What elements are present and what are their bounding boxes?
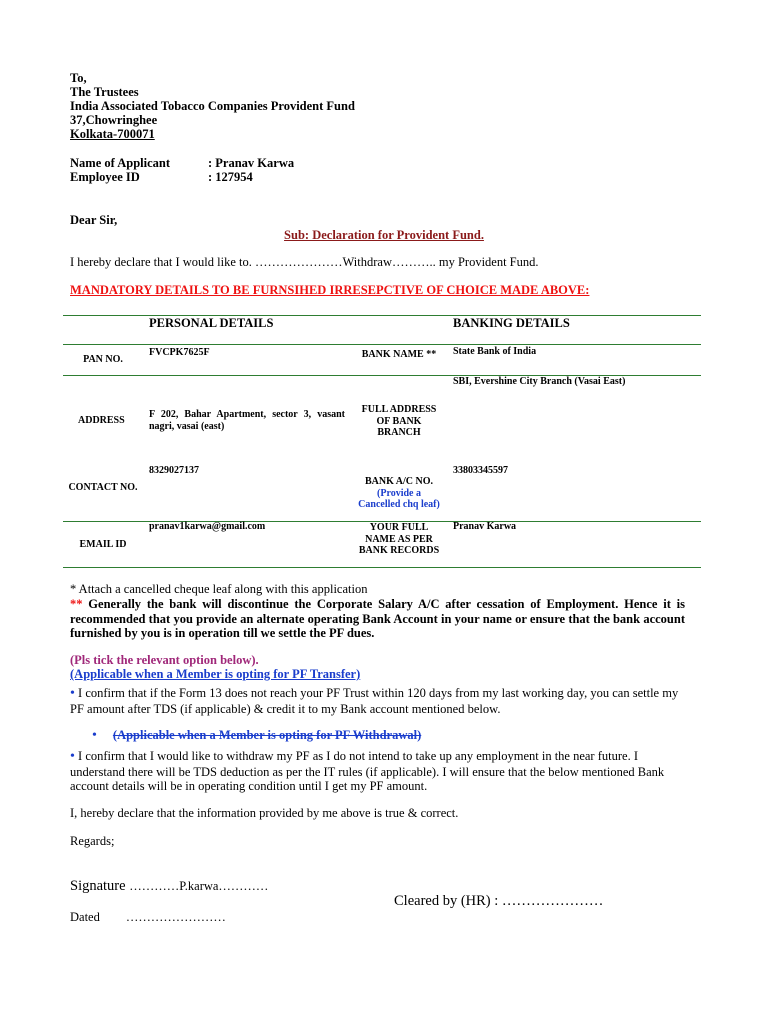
transfer-text: I confirm that if the Form 13 does not reach your PF Trust within 120 days from my last working day, you can settle my PF amount after TDS (if applicable) & credit it to my Bank account mentioned below.	[70, 686, 679, 716]
signature-row	[70, 877, 268, 895]
dated-row	[70, 910, 226, 925]
contact-label: CONTACT NO.	[68, 482, 138, 493]
attach-note: * Attach a cancelled cheque leaf along with this application	[70, 582, 368, 596]
applicant-name-value: : Pranav Karwa	[208, 156, 295, 170]
table-rule-header	[63, 344, 701, 345]
cleared-by-hr: Cleared by (HR) : …………………	[394, 893, 604, 909]
bank-account-note: (Provide a Cancelled chq leaf)	[358, 487, 440, 510]
bank-branch-value: SBI, Evershine City Branch (Vasai East)	[453, 376, 626, 387]
employee-id-value: : 127954	[208, 170, 253, 184]
applicant-info	[70, 156, 294, 184]
email-value: pranav1karwa@gmail.com	[149, 521, 266, 532]
personal-details-header: PERSONAL DETAILS	[149, 316, 274, 330]
bank-discontinue-text: Generally the bank will discontinue the Corporate Salary A/C after cessation of Employment. Hence it is recommended that you provide an alternate operating Bank Account in your name or ensure that the bank account furnished by you is in operation till we settle the PF dues.	[70, 597, 685, 640]
employee-id-label: Employee ID	[70, 170, 140, 184]
withdrawal-heading-row	[92, 728, 421, 744]
tick-instruction: (Pls tick the relevant option below).	[70, 653, 259, 667]
dated-value: ……………………	[125, 910, 226, 924]
table-rule-bottom	[63, 567, 701, 568]
contact-value: 8329027137	[149, 465, 199, 476]
address-street: 37,Chowringhee	[70, 113, 158, 127]
dated-label: Dated	[70, 910, 100, 924]
truth-declaration: I, hereby declare that the information provided by me above is true & correct.	[70, 806, 459, 820]
applicant-name-label: Name of Applicant	[70, 156, 170, 170]
transfer-option	[70, 686, 685, 716]
withdrawal-text: I confirm that I would like to withdraw my PF as I do not intend to take up any employment in the near future. I understand there will be TDS deduction as per the IT rules (if applicable). I will ensure that the below mentioned Bank account details will be in operating condition until I get my PF amount.	[70, 749, 665, 793]
bank-name-value: State Bank of India	[453, 346, 537, 357]
withdrawal-option	[70, 749, 685, 794]
bank-address-label: FULL ADDRESS OF BANK BRANCH	[361, 404, 437, 438]
double-star: **	[70, 597, 83, 611]
address-label: ADDRESS	[78, 415, 125, 426]
pan-value: FVCPK7625F	[149, 347, 210, 358]
transfer-heading: (Applicable when a Member is opting for PF Transfer)	[70, 667, 361, 681]
address-to: To,	[70, 71, 87, 85]
signature-label: Signature	[70, 878, 130, 894]
bank-account-label: BANK A/C NO.	[364, 476, 434, 487]
address-trustees: The Trustees	[70, 85, 139, 99]
bank-discontinue-note	[70, 597, 685, 641]
recipient-address	[70, 71, 355, 141]
bullet-icon[interactable]: •	[70, 686, 75, 701]
declaration-line: I hereby declare that I would like to. …………………Withdraw……….. my Provident Fund.	[70, 255, 539, 269]
bullet-icon[interactable]: •	[92, 728, 97, 743]
withdrawal-heading: (Applicable when a Member is opting for PF Withdrawal)	[112, 728, 422, 742]
mandatory-heading: MANDATORY DETAILS TO BE FURNSIHED IRRESEPCTIVE OF CHOICE MADE ABOVE:	[70, 283, 590, 297]
address-fund-name: India Associated Tobacco Companies Provident Fund	[70, 99, 355, 113]
bank-name-label: BANK NAME **	[361, 349, 437, 360]
pan-label: PAN NO.	[83, 354, 123, 365]
full-name-value: Pranav Karwa	[453, 521, 517, 532]
signature-value: …………P.karwa…………	[129, 879, 269, 893]
regards: Regards;	[70, 834, 115, 848]
full-name-label: YOUR FULL NAME AS PER BANK RECORDS	[358, 522, 440, 556]
bank-account-label-block	[355, 476, 443, 511]
email-label: EMAIL ID	[79, 539, 127, 550]
subject-line: Sub: Declaration for Provident Fund.	[284, 228, 484, 242]
bullet-icon[interactable]: •	[70, 749, 75, 764]
address-value: F 202, Bahar Apartment, sector 3, vasant nagri, vasai (east)	[149, 409, 345, 432]
banking-details-header: BANKING DETAILS	[453, 316, 570, 330]
bank-account-value: 33803345597	[453, 465, 508, 476]
address-city: Kolkata-700071	[70, 127, 155, 141]
salutation: Dear Sir,	[70, 213, 118, 227]
